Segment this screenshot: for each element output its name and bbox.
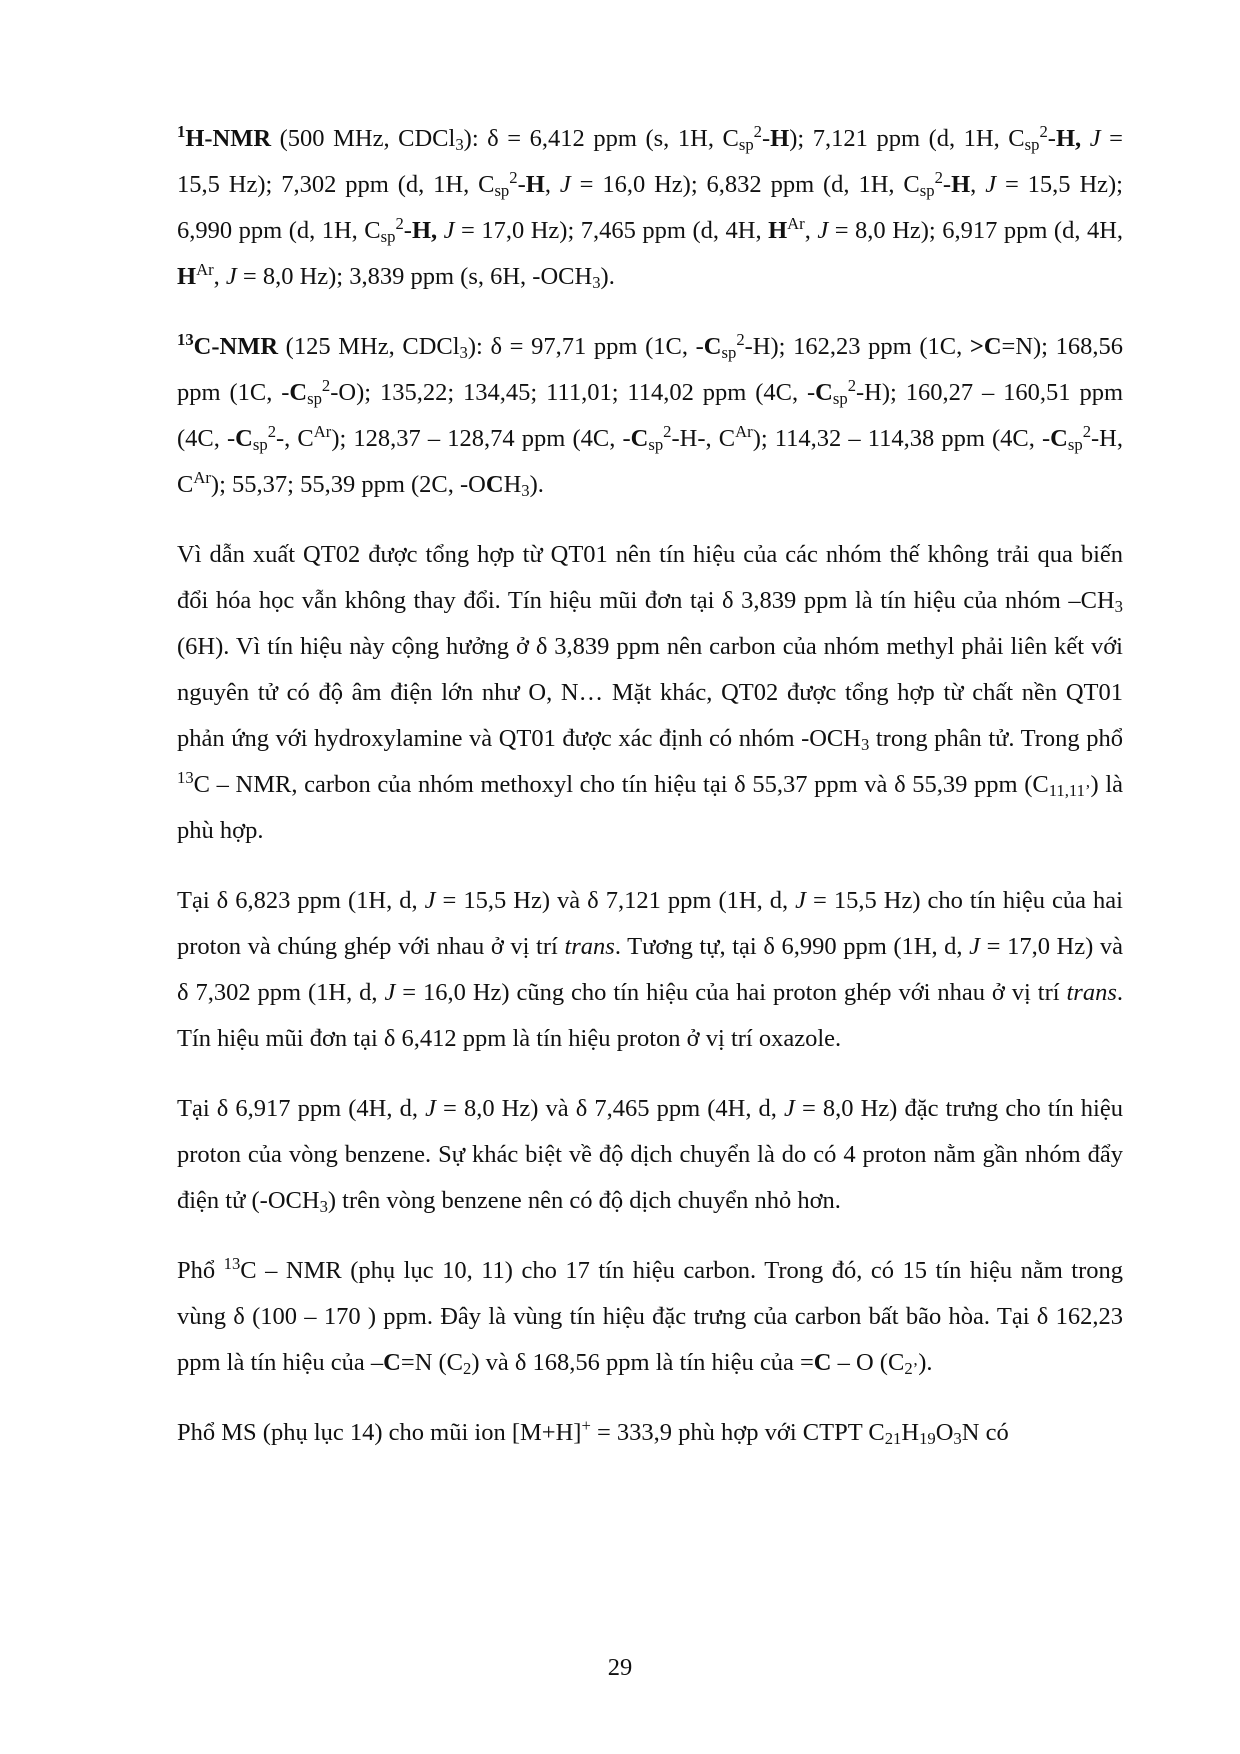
text-segment: + [581, 1415, 591, 1435]
text-segment: (500 MHz, CDCl [271, 125, 456, 152]
text-segment: 2 [321, 375, 331, 395]
text-segment: sp [738, 135, 754, 155]
text-segment: 3 [459, 343, 468, 363]
text-segment: = 15,5 Hz); 7,302 ppm (d, 1H, C [177, 125, 1123, 198]
text-segment: C – NMR (phụ lục 10, 11) cho 17 tín hiệu carbon. Trong đó, có 15 tín hiệu nằm trong vùng δ (100 – 170 ) ppm. Đây là vùng tín hiệu đặc trưng của carbon bất bão hòa. Tại δ 162,23 ppm là tín hiệu của – [177, 1257, 1123, 1376]
text-segment: = 8,0 Hz) và δ 7,465 ppm (4H, d, [435, 1095, 785, 1122]
text-segment: 19 [919, 1429, 936, 1449]
text-segment: trans [1066, 979, 1117, 1006]
text-segment: ): δ = 97,71 ppm (1C, - [467, 333, 704, 360]
text-segment: J [1089, 125, 1101, 152]
text-segment: ). [529, 471, 544, 498]
text-segment: = 15,5 Hz); 6,990 ppm (d, 1H, C [177, 171, 1123, 244]
text-segment: , [213, 263, 226, 290]
text-segment: 3 [1114, 597, 1123, 617]
text-segment: , [544, 171, 560, 198]
text-segment: ): δ = 6,412 ppm (s, 1H, C [463, 125, 739, 152]
text-segment: C-NMR [193, 333, 279, 360]
text-segment: sp [919, 181, 935, 201]
text-segment: Vì dẫn xuất QT02 được tổng hợp từ QT01 nên tín hiệu của các nhóm thế không trải qua biến đổi hóa học vẫn không thay đổi. Tín hiệu mũi đơn tại δ 3,839 ppm là tín hiệu của nhóm –CH [177, 541, 1123, 614]
text-segment: J [424, 887, 436, 914]
text-segment: Phổ [177, 1257, 224, 1284]
text-segment: -, C [276, 425, 314, 452]
text-segment: ). [600, 263, 615, 290]
paragraph-discussion-ms [177, 1410, 1123, 1456]
text-segment: J [817, 217, 829, 244]
text-segment: 3 [592, 273, 601, 293]
text-segment: 2 [463, 1359, 472, 1379]
text-segment: 3 [521, 481, 530, 501]
text-segment: J [784, 1095, 795, 1122]
text-segment: Ar [313, 421, 332, 441]
text-segment: = 333,9 phù hợp với CTPT C [590, 1419, 885, 1446]
text-segment: -H, C [177, 425, 1123, 498]
text-segment: sp [494, 181, 510, 201]
text-segment: J [795, 887, 807, 914]
text-segment: H, [411, 217, 438, 244]
text-segment: , [970, 171, 986, 198]
text-segment: - [1047, 125, 1056, 152]
text-segment: =N (C [400, 1349, 464, 1376]
text-segment: O [935, 1419, 954, 1446]
text-segment: J [443, 217, 455, 244]
text-segment: N có [961, 1419, 1009, 1446]
paragraph-discussion-benzene [177, 1086, 1123, 1224]
text-segment: Ar [193, 467, 211, 487]
text-segment: 2 [663, 421, 672, 441]
text-segment: 2 [847, 375, 857, 395]
text-segment: trong phân tử. Trong phổ [869, 725, 1123, 752]
text-segment: 2 [1082, 421, 1092, 441]
text-segment: 3 [319, 1197, 328, 1217]
text-segment: H, [1055, 125, 1082, 152]
paragraph-c-nmr [177, 324, 1123, 508]
text-segment: H-NMR [185, 125, 272, 152]
text-segment: H [177, 263, 197, 290]
text-segment: sp [380, 227, 396, 247]
text-segment: = 8,0 Hz); 3,839 ppm (s, 6H, -OCH [236, 263, 593, 290]
text-segment: -H); 160,27 – 160,51 ppm (4C, - [177, 379, 1124, 452]
paragraph-discussion-trans-protons [177, 878, 1123, 1062]
page-number: 29 [607, 1654, 633, 1681]
text-segment: = 8,0 Hz); 6,917 ppm (d, 4H, [828, 217, 1124, 244]
paragraph-discussion-carbon [177, 1248, 1123, 1386]
text-segment: C [383, 1349, 401, 1376]
text-segment: sp [721, 343, 737, 363]
page-body [177, 116, 1123, 1480]
text-segment: - [762, 125, 771, 152]
text-segment: 2 [753, 121, 762, 141]
text-segment: C [485, 471, 504, 498]
text-segment: -H); 162,23 ppm (1C, [744, 333, 970, 360]
text-segment: (125 MHz, CDCl [278, 333, 460, 360]
text-segment: 3 [860, 735, 870, 755]
text-segment: J [425, 1095, 436, 1122]
text-segment: C [703, 333, 722, 360]
text-segment: C [289, 379, 308, 406]
text-segment: 2 [736, 329, 745, 349]
text-segment: sp [252, 435, 268, 455]
text-segment: - [942, 171, 952, 198]
text-segment: 2’ [904, 1359, 919, 1379]
text-segment: J [985, 171, 997, 198]
text-segment: H [770, 125, 790, 152]
text-segment: J [225, 263, 237, 290]
text-segment: = 16,0 Hz) cũng cho tín hiệu của hai proton ghép với nhau ở vị trí [395, 979, 1067, 1006]
text-segment: ); 128,37 – 128,74 ppm (4C, - [331, 425, 631, 452]
text-segment: ) là phù hợp. [177, 771, 1123, 844]
text-segment: 2 [509, 167, 518, 187]
text-segment: H [768, 217, 788, 244]
text-segment: sp [648, 435, 664, 455]
text-segment: Ar [787, 213, 805, 233]
text-segment: ) trên vòng benzene nên có độ dịch chuyển nhỏ hơn. [327, 1187, 841, 1214]
text-segment: H [503, 471, 522, 498]
text-segment: ); 55,37; 55,39 ppm (2C, -O [210, 471, 486, 498]
text-segment: Ar [735, 421, 753, 441]
text-segment: 2 [267, 421, 277, 441]
text-segment: C [235, 425, 253, 452]
text-segment: >C [969, 333, 1002, 360]
paragraph-discussion-methoxy [177, 532, 1123, 854]
text-segment: sp [1024, 135, 1040, 155]
text-segment: sp [307, 389, 322, 409]
text-segment: C – NMR, carbon của nhóm methoxyl cho tín hiệu tại δ 55,37 ppm và δ 55,39 ppm (C [193, 771, 1049, 798]
text-segment: = 15,5 Hz) và δ 7,121 ppm (1H, d, [435, 887, 796, 914]
text-segment: = 17,0 Hz); 7,465 ppm (d, 4H, [454, 217, 769, 244]
text-segment: – O (C [831, 1349, 905, 1376]
text-segment: C [815, 379, 833, 406]
text-segment: C [1050, 425, 1068, 452]
text-segment: ); 7,121 ppm (d, 1H, C [789, 125, 1025, 152]
text-segment: = 15,5 Hz) cho tín hiệu của hai proton và chúng ghép với nhau ở vị trí [177, 887, 1123, 960]
text-segment: Phổ MS (phụ lục 14) cho mũi ion [M+H] [177, 1419, 582, 1446]
text-segment: trans [564, 933, 615, 960]
text-segment: 11,11’ [1048, 781, 1091, 801]
text-segment: - [403, 217, 412, 244]
text-segment: -H-, C [671, 425, 736, 452]
text-segment: sp [1067, 435, 1083, 455]
text-segment: J [969, 933, 981, 960]
text-segment: = 16,0 Hz); 6,832 ppm (d, 1H, C [570, 171, 920, 198]
text-segment: C [630, 425, 649, 452]
text-segment [1081, 125, 1090, 152]
text-segment: . Tương tự, tại δ 6,990 ppm (1H, d, [614, 933, 970, 960]
paragraph-h-nmr [177, 116, 1123, 300]
text-segment: - [517, 171, 526, 198]
text-segment: J [559, 171, 571, 198]
text-segment: . Tín hiệu mũi đơn tại δ 6,412 ppm là tín hiệu proton ở vị trí oxazole. [177, 979, 1124, 1052]
text-segment: ). [918, 1349, 933, 1376]
text-segment: 3 [953, 1429, 962, 1449]
text-segment: Tại δ 6,917 ppm (4H, d, [177, 1095, 426, 1122]
text-segment: Ar [196, 259, 214, 279]
text-segment: (6H). Vì tín hiệu này cộng hưởng ở δ 3,839 ppm nên carbon của nhóm methyl phải liên kết với nguyên tử có độ âm điện lớn như O, N… Mặt khác, QT02 được tổng hợp từ chất nền QT01 phản ứng với hydroxylamine và QT01 được xác định có nhóm -OCH [177, 633, 1123, 752]
text-segment: 2 [1039, 121, 1048, 141]
text-segment: C [813, 1349, 832, 1376]
text-segment: H [951, 171, 971, 198]
text-segment: ) và δ 168,56 ppm là tín hiệu của = [471, 1349, 814, 1376]
text-segment: H [525, 171, 545, 198]
text-segment: 13 [223, 1253, 241, 1273]
text-segment: 13 [177, 329, 194, 349]
text-segment: 1 [177, 121, 186, 141]
text-segment: 2 [395, 213, 404, 233]
text-segment: = 17,0 Hz) và δ 7,302 ppm (1H, d, [177, 933, 1123, 1006]
text-segment: , [804, 217, 818, 244]
text-segment: -O); 135,22; 134,45; 111,01; 114,02 ppm (4C, - [330, 379, 816, 406]
text-segment: =N); 168,56 ppm (1C, - [177, 333, 1124, 406]
text-segment: H [901, 1419, 920, 1446]
text-segment: sp [832, 389, 848, 409]
text-segment: ); 114,32 – 114,38 ppm (4C, - [752, 425, 1051, 452]
text-segment: 3 [455, 135, 464, 155]
text-segment: J [384, 979, 396, 1006]
text-segment: 2 [934, 167, 943, 187]
text-segment: 21 [884, 1429, 902, 1449]
text-segment: = 8,0 Hz) đặc trưng cho tín hiệu proton của vòng benzene. Sự khác biệt về độ dịch chuyển là do có 4 proton nằm gần nhóm đẩy điện tử (-OCH [177, 1095, 1123, 1214]
text-segment: Tại δ 6,823 ppm (1H, d, [177, 887, 425, 914]
text-segment: 13 [177, 767, 194, 787]
